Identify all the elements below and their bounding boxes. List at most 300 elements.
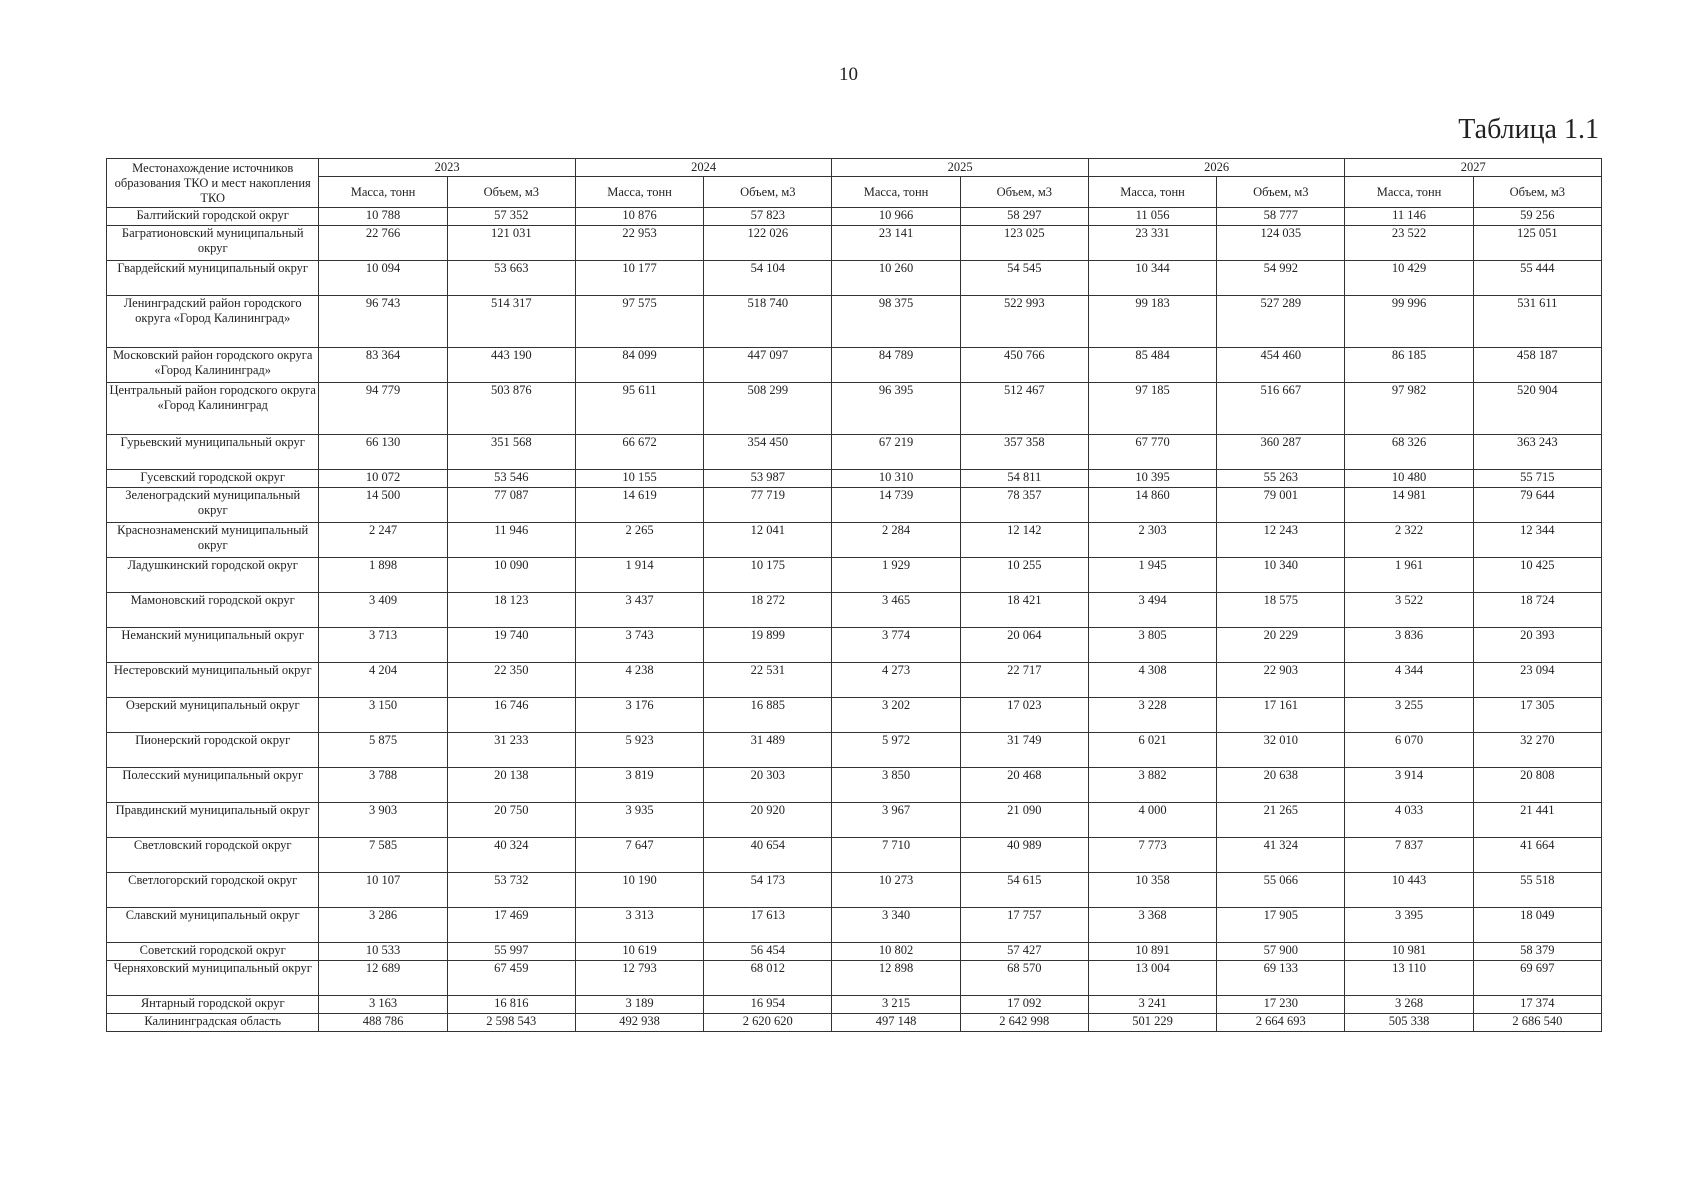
- mass-cell: 10 358: [1088, 873, 1216, 908]
- year-header: 2027: [1345, 159, 1602, 177]
- total-row: [107, 1014, 1602, 1032]
- table-body: [107, 208, 1602, 1032]
- volume-header: Объем, м3: [1473, 177, 1601, 208]
- volume-cell: 351 568: [447, 435, 575, 470]
- volume-cell: 18 575: [1217, 593, 1345, 628]
- volume-cell: 55 263: [1217, 470, 1345, 488]
- volume-cell: 18 421: [960, 593, 1088, 628]
- table-row: [107, 348, 1602, 383]
- volume-cell: 2 620 620: [704, 1014, 832, 1032]
- volume-cell: 22 717: [960, 663, 1088, 698]
- location-cell: Светловский городской округ: [107, 838, 319, 873]
- volume-cell: 121 031: [447, 226, 575, 261]
- mass-cell: 3 522: [1345, 593, 1473, 628]
- mass-cell: 10 395: [1088, 470, 1216, 488]
- volume-cell: 16 746: [447, 698, 575, 733]
- mass-cell: 22 766: [319, 226, 447, 261]
- volume-cell: 2 664 693: [1217, 1014, 1345, 1032]
- mass-cell: 10 107: [319, 873, 447, 908]
- volume-cell: 357 358: [960, 435, 1088, 470]
- mass-cell: 3 368: [1088, 908, 1216, 943]
- volume-cell: 17 374: [1473, 996, 1601, 1014]
- location-cell: Светлогорский городской округ: [107, 873, 319, 908]
- mass-cell: 7 647: [575, 838, 703, 873]
- mass-cell: 13 004: [1088, 961, 1216, 996]
- mass-cell: 10 876: [575, 208, 703, 226]
- mass-cell: 1 929: [832, 558, 960, 593]
- location-cell: Зеленоградский муниципальный округ: [107, 488, 319, 523]
- mass-cell: 86 185: [1345, 348, 1473, 383]
- mass-cell: 67 219: [832, 435, 960, 470]
- volume-cell: 53 663: [447, 261, 575, 296]
- mass-cell: 10 155: [575, 470, 703, 488]
- location-cell: Гурьевский муниципальный округ: [107, 435, 319, 470]
- location-cell: Московский район городского округа «Город Калининград»: [107, 348, 319, 383]
- volume-cell: 54 545: [960, 261, 1088, 296]
- mass-cell: 94 779: [319, 383, 447, 435]
- volume-cell: 17 161: [1217, 698, 1345, 733]
- volume-cell: 10 175: [704, 558, 832, 593]
- mass-cell: 10 273: [832, 873, 960, 908]
- volume-cell: 17 613: [704, 908, 832, 943]
- volume-cell: 54 104: [704, 261, 832, 296]
- volume-cell: 17 469: [447, 908, 575, 943]
- location-cell: Калининградская область: [107, 1014, 319, 1032]
- mass-cell: 10 533: [319, 943, 447, 961]
- volume-cell: 12 344: [1473, 523, 1601, 558]
- mass-cell: 3 163: [319, 996, 447, 1014]
- mass-cell: 7 585: [319, 838, 447, 873]
- year-header: 2023: [319, 159, 576, 177]
- mass-cell: 1 945: [1088, 558, 1216, 593]
- volume-cell: 54 811: [960, 470, 1088, 488]
- volume-cell: 59 256: [1473, 208, 1601, 226]
- volume-cell: 16 954: [704, 996, 832, 1014]
- volume-cell: 19 740: [447, 628, 575, 663]
- volume-cell: 54 173: [704, 873, 832, 908]
- mass-cell: 2 265: [575, 523, 703, 558]
- mass-cell: 3 774: [832, 628, 960, 663]
- volume-cell: 10 255: [960, 558, 1088, 593]
- table-row: [107, 628, 1602, 663]
- table-row: [107, 488, 1602, 523]
- mass-header: Масса, тонн: [575, 177, 703, 208]
- mass-cell: 22 953: [575, 226, 703, 261]
- mass-cell: 1 898: [319, 558, 447, 593]
- volume-cell: 20 393: [1473, 628, 1601, 663]
- mass-cell: 1 961: [1345, 558, 1473, 593]
- volume-cell: 360 287: [1217, 435, 1345, 470]
- mass-cell: 3 255: [1345, 698, 1473, 733]
- mass-cell: 14 739: [832, 488, 960, 523]
- volume-cell: 20 064: [960, 628, 1088, 663]
- mass-cell: 4 204: [319, 663, 447, 698]
- volume-cell: 508 299: [704, 383, 832, 435]
- mass-cell: 12 793: [575, 961, 703, 996]
- mass-cell: 23 522: [1345, 226, 1473, 261]
- volume-cell: 21 265: [1217, 803, 1345, 838]
- mass-cell: 10 072: [319, 470, 447, 488]
- mass-cell: 3 713: [319, 628, 447, 663]
- table-row: [107, 593, 1602, 628]
- table-row: [107, 943, 1602, 961]
- year-header: 2026: [1088, 159, 1345, 177]
- volume-cell: 77 087: [447, 488, 575, 523]
- mass-cell: 497 148: [832, 1014, 960, 1032]
- table-row: [107, 873, 1602, 908]
- volume-cell: 2 598 543: [447, 1014, 575, 1032]
- mass-cell: 3 176: [575, 698, 703, 733]
- mass-cell: 3 313: [575, 908, 703, 943]
- mass-cell: 10 443: [1345, 873, 1473, 908]
- volume-cell: 354 450: [704, 435, 832, 470]
- volume-header: Объем, м3: [1217, 177, 1345, 208]
- mass-cell: 66 672: [575, 435, 703, 470]
- location-header: Местонахождение источников образования ТКО и мест накопления ТКО: [107, 159, 319, 208]
- volume-cell: 18 123: [447, 593, 575, 628]
- mass-cell: 12 689: [319, 961, 447, 996]
- volume-cell: 22 903: [1217, 663, 1345, 698]
- location-cell: Нестеровский муниципальный округ: [107, 663, 319, 698]
- page-number: 10: [839, 64, 858, 85]
- volume-cell: 16 816: [447, 996, 575, 1014]
- volume-cell: 520 904: [1473, 383, 1601, 435]
- mass-cell: 2 284: [832, 523, 960, 558]
- mass-cell: 10 260: [832, 261, 960, 296]
- volume-cell: 17 230: [1217, 996, 1345, 1014]
- volume-cell: 516 667: [1217, 383, 1345, 435]
- mass-cell: 4 033: [1345, 803, 1473, 838]
- table-row: [107, 768, 1602, 803]
- mass-cell: 99 183: [1088, 296, 1216, 348]
- table-row: [107, 996, 1602, 1014]
- mass-cell: 3 743: [575, 628, 703, 663]
- volume-cell: 512 467: [960, 383, 1088, 435]
- table-row: [107, 961, 1602, 996]
- mass-cell: 3 150: [319, 698, 447, 733]
- mass-cell: 84 099: [575, 348, 703, 383]
- volume-cell: 79 001: [1217, 488, 1345, 523]
- mass-cell: 7 837: [1345, 838, 1473, 873]
- volume-cell: 40 654: [704, 838, 832, 873]
- waste-table: [106, 158, 1602, 1032]
- volume-cell: 20 920: [704, 803, 832, 838]
- volume-cell: 17 905: [1217, 908, 1345, 943]
- mass-cell: 2 303: [1088, 523, 1216, 558]
- table-row: [107, 558, 1602, 593]
- volume-header: Объем, м3: [960, 177, 1088, 208]
- mass-cell: 2 322: [1345, 523, 1473, 558]
- mass-cell: 3 494: [1088, 593, 1216, 628]
- volume-cell: 20 808: [1473, 768, 1601, 803]
- volume-cell: 18 272: [704, 593, 832, 628]
- mass-cell: 3 409: [319, 593, 447, 628]
- table-row: [107, 908, 1602, 943]
- mass-cell: 4 000: [1088, 803, 1216, 838]
- mass-cell: 3 836: [1345, 628, 1473, 663]
- table-row: [107, 663, 1602, 698]
- volume-cell: 10 090: [447, 558, 575, 593]
- mass-header: Масса, тонн: [1088, 177, 1216, 208]
- mass-cell: 96 743: [319, 296, 447, 348]
- location-cell: Балтийский городской округ: [107, 208, 319, 226]
- location-cell: Озерский муниципальный округ: [107, 698, 319, 733]
- volume-cell: 10 340: [1217, 558, 1345, 593]
- mass-cell: 10 094: [319, 261, 447, 296]
- volume-cell: 32 010: [1217, 733, 1345, 768]
- mass-cell: 83 364: [319, 348, 447, 383]
- mass-cell: 99 996: [1345, 296, 1473, 348]
- volume-cell: 21 090: [960, 803, 1088, 838]
- volume-cell: 514 317: [447, 296, 575, 348]
- volume-cell: 53 987: [704, 470, 832, 488]
- mass-cell: 14 981: [1345, 488, 1473, 523]
- mass-cell: 11 056: [1088, 208, 1216, 226]
- mass-cell: 3 465: [832, 593, 960, 628]
- volume-cell: 69 697: [1473, 961, 1601, 996]
- volume-cell: 454 460: [1217, 348, 1345, 383]
- volume-cell: 53 732: [447, 873, 575, 908]
- volume-cell: 531 611: [1473, 296, 1601, 348]
- mass-cell: 5 972: [832, 733, 960, 768]
- mass-cell: 492 938: [575, 1014, 703, 1032]
- volume-cell: 522 993: [960, 296, 1088, 348]
- mass-cell: 5 923: [575, 733, 703, 768]
- location-cell: Советский городской округ: [107, 943, 319, 961]
- mass-cell: 6 021: [1088, 733, 1216, 768]
- mass-cell: 23 331: [1088, 226, 1216, 261]
- volume-cell: 12 041: [704, 523, 832, 558]
- location-cell: Полесский муниципальный округ: [107, 768, 319, 803]
- mass-cell: 3 903: [319, 803, 447, 838]
- volume-header: Объем, м3: [447, 177, 575, 208]
- location-cell: Гвардейский муниципальный округ: [107, 261, 319, 296]
- volume-cell: 58 777: [1217, 208, 1345, 226]
- volume-cell: 79 644: [1473, 488, 1601, 523]
- volume-header: Объем, м3: [704, 177, 832, 208]
- mass-cell: 97 185: [1088, 383, 1216, 435]
- table-row: [107, 208, 1602, 226]
- mass-cell: 7 710: [832, 838, 960, 873]
- location-cell: Неманский муниципальный округ: [107, 628, 319, 663]
- table-row: [107, 261, 1602, 296]
- volume-cell: 122 026: [704, 226, 832, 261]
- volume-cell: 458 187: [1473, 348, 1601, 383]
- mass-cell: 3 228: [1088, 698, 1216, 733]
- volume-cell: 518 740: [704, 296, 832, 348]
- volume-cell: 41 664: [1473, 838, 1601, 873]
- volume-cell: 20 468: [960, 768, 1088, 803]
- volume-cell: 31 489: [704, 733, 832, 768]
- location-cell: Багратионовский муниципальный округ: [107, 226, 319, 261]
- table-row: [107, 383, 1602, 435]
- location-cell: Правдинский муниципальный округ: [107, 803, 319, 838]
- volume-cell: 17 023: [960, 698, 1088, 733]
- mass-cell: 3 286: [319, 908, 447, 943]
- mass-cell: 3 882: [1088, 768, 1216, 803]
- mass-cell: 10 480: [1345, 470, 1473, 488]
- mass-cell: 10 802: [832, 943, 960, 961]
- mass-cell: 7 773: [1088, 838, 1216, 873]
- mass-cell: 3 268: [1345, 996, 1473, 1014]
- table-row: [107, 698, 1602, 733]
- mass-cell: 10 310: [832, 470, 960, 488]
- mass-cell: 4 344: [1345, 663, 1473, 698]
- volume-cell: 12 243: [1217, 523, 1345, 558]
- mass-cell: 5 875: [319, 733, 447, 768]
- mass-cell: 3 202: [832, 698, 960, 733]
- volume-cell: 22 531: [704, 663, 832, 698]
- mass-cell: 10 891: [1088, 943, 1216, 961]
- table-row: [107, 838, 1602, 873]
- table-row: [107, 226, 1602, 261]
- volume-cell: 41 324: [1217, 838, 1345, 873]
- volume-cell: 54 992: [1217, 261, 1345, 296]
- mass-cell: 3 967: [832, 803, 960, 838]
- mass-cell: 10 966: [832, 208, 960, 226]
- location-cell: Черняховский муниципальный округ: [107, 961, 319, 996]
- mass-cell: 3 395: [1345, 908, 1473, 943]
- location-cell: Гусевский городской округ: [107, 470, 319, 488]
- volume-cell: 57 900: [1217, 943, 1345, 961]
- mass-cell: 96 395: [832, 383, 960, 435]
- mass-cell: 66 130: [319, 435, 447, 470]
- mass-cell: 14 500: [319, 488, 447, 523]
- volume-cell: 55 066: [1217, 873, 1345, 908]
- volume-cell: 53 546: [447, 470, 575, 488]
- mass-cell: 3 437: [575, 593, 703, 628]
- volume-cell: 125 051: [1473, 226, 1601, 261]
- volume-cell: 57 427: [960, 943, 1088, 961]
- mass-cell: 4 238: [575, 663, 703, 698]
- mass-cell: 10 429: [1345, 261, 1473, 296]
- mass-header: Масса, тонн: [1345, 177, 1473, 208]
- mass-cell: 95 611: [575, 383, 703, 435]
- volume-cell: 363 243: [1473, 435, 1601, 470]
- mass-cell: 67 770: [1088, 435, 1216, 470]
- mass-cell: 85 484: [1088, 348, 1216, 383]
- mass-cell: 3 805: [1088, 628, 1216, 663]
- mass-cell: 3 215: [832, 996, 960, 1014]
- mass-cell: 97 575: [575, 296, 703, 348]
- volume-cell: 17 092: [960, 996, 1088, 1014]
- volume-cell: 55 518: [1473, 873, 1601, 908]
- volume-cell: 11 946: [447, 523, 575, 558]
- table-row: [107, 803, 1602, 838]
- location-cell: Ленинградский район городского округа «Город Калининград»: [107, 296, 319, 348]
- table-row: [107, 733, 1602, 768]
- mass-cell: 10 190: [575, 873, 703, 908]
- volume-cell: 443 190: [447, 348, 575, 383]
- table-row: [107, 435, 1602, 470]
- volume-cell: 22 350: [447, 663, 575, 698]
- volume-cell: 450 766: [960, 348, 1088, 383]
- volume-cell: 18 724: [1473, 593, 1601, 628]
- mass-cell: 3 241: [1088, 996, 1216, 1014]
- volume-cell: 56 454: [704, 943, 832, 961]
- table-row: [107, 296, 1602, 348]
- table-row: [107, 523, 1602, 558]
- volume-cell: 20 303: [704, 768, 832, 803]
- volume-cell: 12 142: [960, 523, 1088, 558]
- volume-cell: 20 638: [1217, 768, 1345, 803]
- volume-cell: 57 352: [447, 208, 575, 226]
- mass-cell: 501 229: [1088, 1014, 1216, 1032]
- volume-cell: 10 425: [1473, 558, 1601, 593]
- volume-cell: 55 715: [1473, 470, 1601, 488]
- mass-header: Масса, тонн: [832, 177, 960, 208]
- volume-cell: 58 297: [960, 208, 1088, 226]
- mass-cell: 84 789: [832, 348, 960, 383]
- volume-cell: 2 686 540: [1473, 1014, 1601, 1032]
- volume-cell: 40 989: [960, 838, 1088, 873]
- volume-cell: 124 035: [1217, 226, 1345, 261]
- mass-cell: 3 914: [1345, 768, 1473, 803]
- mass-cell: 12 898: [832, 961, 960, 996]
- volume-cell: 20 750: [447, 803, 575, 838]
- volume-cell: 20 229: [1217, 628, 1345, 663]
- volume-cell: 16 885: [704, 698, 832, 733]
- mass-cell: 1 914: [575, 558, 703, 593]
- volume-cell: 58 379: [1473, 943, 1601, 961]
- location-cell: Славский муниципальный округ: [107, 908, 319, 943]
- volume-cell: 503 876: [447, 383, 575, 435]
- location-cell: Пионерский городской округ: [107, 733, 319, 768]
- volume-cell: 17 757: [960, 908, 1088, 943]
- volume-cell: 32 270: [1473, 733, 1601, 768]
- mass-cell: 14 860: [1088, 488, 1216, 523]
- table-row: [107, 470, 1602, 488]
- mass-cell: 3 935: [575, 803, 703, 838]
- volume-cell: 54 615: [960, 873, 1088, 908]
- mass-cell: 68 326: [1345, 435, 1473, 470]
- mass-cell: 3 340: [832, 908, 960, 943]
- volume-cell: 527 289: [1217, 296, 1345, 348]
- volume-cell: 67 459: [447, 961, 575, 996]
- volume-cell: 447 097: [704, 348, 832, 383]
- volume-cell: 68 012: [704, 961, 832, 996]
- location-cell: Краснознаменский муниципальный округ: [107, 523, 319, 558]
- volume-cell: 77 719: [704, 488, 832, 523]
- mass-cell: 505 338: [1345, 1014, 1473, 1032]
- volume-cell: 55 997: [447, 943, 575, 961]
- volume-cell: 57 823: [704, 208, 832, 226]
- mass-cell: 488 786: [319, 1014, 447, 1032]
- volume-cell: 19 899: [704, 628, 832, 663]
- year-header: 2024: [575, 159, 832, 177]
- mass-cell: 11 146: [1345, 208, 1473, 226]
- volume-cell: 23 094: [1473, 663, 1601, 698]
- mass-cell: 10 788: [319, 208, 447, 226]
- volume-cell: 55 444: [1473, 261, 1601, 296]
- volume-cell: 69 133: [1217, 961, 1345, 996]
- volume-cell: 68 570: [960, 961, 1088, 996]
- volume-cell: 20 138: [447, 768, 575, 803]
- mass-cell: 10 981: [1345, 943, 1473, 961]
- volume-cell: 17 305: [1473, 698, 1601, 733]
- volume-cell: 78 357: [960, 488, 1088, 523]
- mass-cell: 6 070: [1345, 733, 1473, 768]
- volume-cell: 18 049: [1473, 908, 1601, 943]
- mass-cell: 4 308: [1088, 663, 1216, 698]
- location-cell: Ладушкинский городской округ: [107, 558, 319, 593]
- mass-cell: 3 850: [832, 768, 960, 803]
- mass-cell: 13 110: [1345, 961, 1473, 996]
- mass-cell: 23 141: [832, 226, 960, 261]
- mass-cell: 3 788: [319, 768, 447, 803]
- volume-cell: 40 324: [447, 838, 575, 873]
- volume-cell: 2 642 998: [960, 1014, 1088, 1032]
